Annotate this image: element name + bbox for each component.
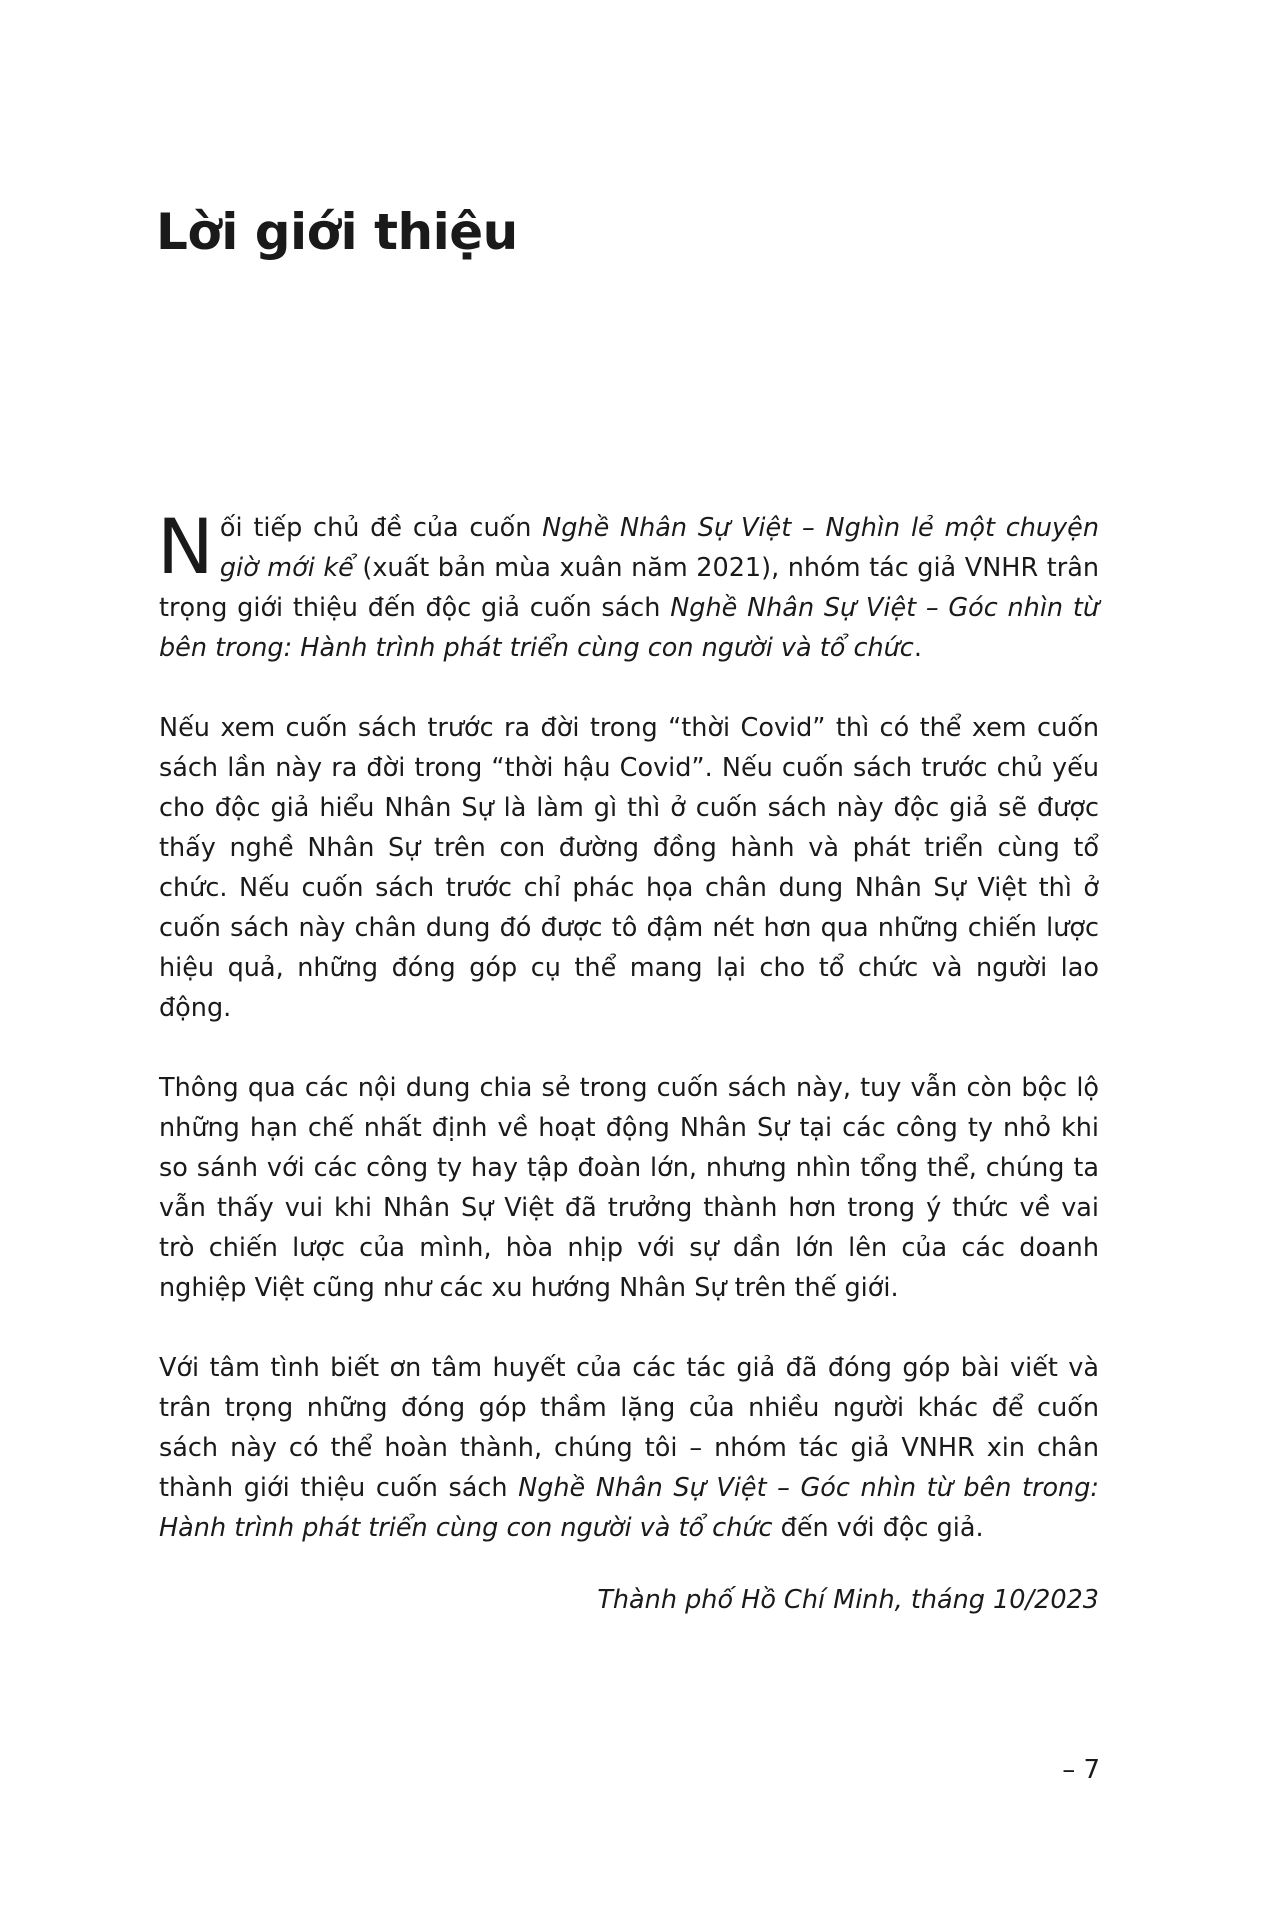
- paragraph-intro: [157, 502, 1100, 668]
- book-title-current: Nghề Nhân Sự Việt – Góc nhìn từ bên trong: Hành trình phát triển cùng con người và tổ chức: [159, 593, 1099, 663]
- drop-cap: N: [157, 502, 214, 591]
- paragraph-comparison: Nếu xem cuốn sách trước ra đời trong “thời Covid” thì có thể xem cuốn sách lần này ra đời trong “thời hậu Covid”. Nếu cuốn sách trước chủ yếu cho độc giả hiểu Nhân Sự là làm gì thì ở cuốn sách này độc giả sẽ được thấy nghề Nhân Sự trên con đường đồng hành và phát triển cùng tổ chức. Nếu cuốn sách trước chỉ phác họa chân dung Nhân Sự Việt thì ở cuốn sách này chân dung đó được tô đậm nét hơn qua những chiến lược hiệu quả, những đóng góp cụ thể mang lại cho tổ chức và người lao động.: [159, 713, 1099, 1023]
- paragraph-intro-text-3: .: [913, 633, 922, 663]
- body-text: [157, 502, 1100, 1620]
- page-title: Lời giới thiệu: [156, 203, 518, 261]
- paragraph-intro-text-1: ối tiếp chủ đề của cuốn: [219, 513, 543, 543]
- paragraph-intro-text-2: (xuất bản mùa xuân năm 2021), nhóm tác giả VNHR trân trọng giới thiệu đến độc giả cuốn sách: [159, 553, 1099, 623]
- page-number: – 7: [1062, 1755, 1100, 1785]
- paragraph-gratitude: [159, 1348, 1099, 1548]
- signature-place-date: Thành phố Hồ Chí Minh, tháng 10/2023: [597, 1585, 1099, 1615]
- paragraph-assessment: Thông qua các nội dung chia sẻ trong cuốn sách này, tuy vẫn còn bộc lộ những hạn chế nhất định về hoạt động Nhân Sự tại các công ty nhỏ khi so sánh với các công ty hay tập đoàn lớn, nhưng nhìn tổng thể, chúng ta vẫn thấy vui khi Nhân Sự Việt đã trưởng thành hơn trong ý thức về vai trò chiến lược của mình, hòa nhịp với sự dần lớn lên của các doanh nghiệp Việt cũng như các xu hướng Nhân Sự trên thế giới.: [159, 1073, 1099, 1303]
- book-title-previous: Nghề Nhân Sự Việt – Nghìn lẻ một chuyện giờ mới kể: [219, 513, 1100, 583]
- paragraph-gratitude-text-2: đến với độc giả.: [772, 1513, 984, 1543]
- book-title-current-repeat: Nghề Nhân Sự Việt – Góc nhìn từ bên trong: Hành trình phát triển cùng con người và tổ chức: [159, 1473, 1099, 1543]
- paragraph-gratitude-text-1: Với tâm tình biết ơn tâm huyết của các tác giả đã đóng góp bài viết và trân trọng những đóng góp thầm lặng của nhiều người khác để cuốn sách này có thể hoàn thành, chúng tôi – nhóm tác giả VNHR xin chân thành giới thiệu cuốn sách: [159, 1353, 1099, 1503]
